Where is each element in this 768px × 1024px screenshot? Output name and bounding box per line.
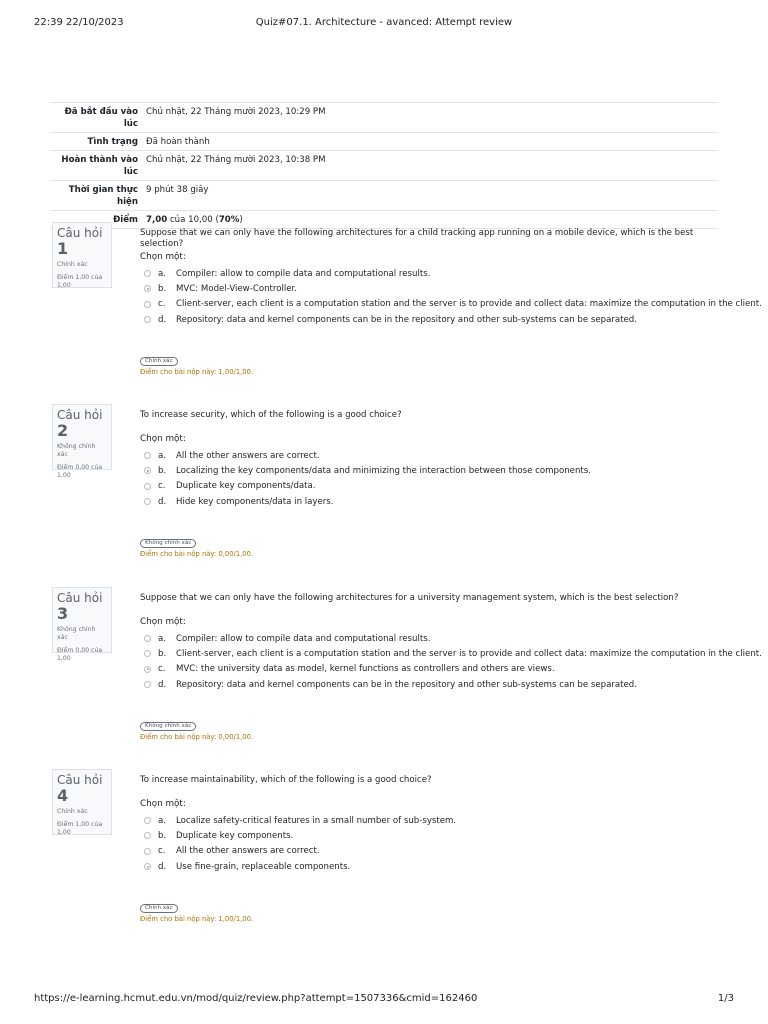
question-info (52, 222, 112, 288)
page-title: Quiz#07.1. Architecture - avanced: Attempt review (255, 17, 513, 28)
summary-row (50, 133, 718, 151)
answer-option[interactable] (144, 448, 591, 463)
question-feedback (140, 537, 253, 558)
option-text: All the other answers are correct. (176, 450, 320, 461)
question-label: Câu hỏi (57, 773, 103, 787)
option-letter: d. (158, 861, 167, 872)
radio-button-checked[interactable] (144, 467, 151, 474)
option-letter: a. (158, 815, 166, 826)
print-datetime: 22:39 22/10/2023 (34, 17, 124, 28)
answer-option[interactable] (144, 859, 456, 874)
option-text: MVC: the university data as model, kernel functions as controllers and others are views. (176, 664, 555, 675)
radio-button[interactable] (144, 301, 151, 308)
option-letter: b. (158, 283, 167, 294)
answer-list (144, 631, 762, 692)
answer-option[interactable] (144, 463, 591, 478)
question-feedback (140, 720, 253, 741)
summary-label: Thời gian thực hiện (68, 185, 138, 207)
question-info (52, 404, 112, 479)
question-info (52, 769, 112, 835)
summary-value: Chủ nhật, 22 Tháng mười 2023, 10:29 PM (146, 107, 326, 117)
question-text: Suppose that we can only have the following architectures for a child tracking app running on a mobile device, which is the best selection? (140, 228, 694, 249)
option-text: Localize safety-critical features in a small number of sub-system. (176, 815, 457, 826)
question-state: Chính xác (57, 261, 88, 268)
radio-button[interactable] (144, 635, 151, 642)
option-text: Client-server, each client is a computation station and the server is to provide and collect data: maximize the computation in the client. (176, 648, 762, 659)
question-number: 1 (57, 239, 69, 258)
result-badge: Chính xác (140, 904, 178, 913)
option-letter: c. (158, 299, 166, 310)
option-letter: c. (158, 481, 166, 492)
question-number: 4 (57, 786, 69, 805)
submission-mark: Điểm cho bài nộp này: 0,00/1,00. (140, 550, 254, 558)
summary-value: 9 phút 38 giây (146, 185, 209, 195)
summary-label: Điểm (113, 215, 138, 225)
question-label: Câu hỏi (57, 226, 103, 240)
question-number: 3 (57, 604, 69, 623)
radio-button[interactable] (144, 817, 151, 824)
option-text: Use fine-grain, replaceable components. (176, 861, 351, 872)
option-letter: a. (158, 268, 166, 279)
option-letter: a. (158, 633, 166, 644)
question-number: 2 (57, 421, 69, 440)
option-letter: d. (158, 314, 167, 325)
answer-prompt: Chọn một: (140, 434, 186, 444)
radio-button[interactable] (144, 483, 151, 490)
summary-row (50, 211, 718, 229)
submission-mark: Điểm cho bài nộp này: 1,00/1,00. (140, 915, 254, 923)
question-label: Câu hỏi (57, 591, 103, 605)
question-state: Chính xác (57, 808, 88, 815)
question-grade: Điểm 0,00 của 1,00 (57, 647, 103, 662)
question-feedback (140, 902, 253, 923)
result-badge: Chính xác (140, 357, 178, 366)
question-state: Không chính xác (57, 443, 96, 458)
page-url: https://e-learning.hcmut.edu.vn/mod/quiz/review.php?attempt=1507336&cmid=162460 (34, 993, 478, 1004)
page-number: 1/3 (717, 993, 734, 1004)
option-text: Client-server, each client is a computation station and the server is to provide and collect data: maximize the computation in the client. (176, 299, 762, 310)
option-text: Repository: data and kernel components can be in the repository and other sub-systems can be separated. (176, 679, 637, 690)
answer-option[interactable] (144, 297, 762, 312)
result-badge: Không chính xác (140, 722, 196, 731)
question-feedback (140, 355, 253, 376)
answer-option[interactable] (144, 813, 456, 828)
score-close: ) (239, 215, 243, 225)
answer-prompt: Chọn một: (140, 799, 186, 809)
question-state: Không chính xác (57, 626, 96, 641)
option-text: Duplicate key components. (176, 830, 294, 841)
submission-mark: Điểm cho bài nộp này: 1,00/1,00. (140, 368, 254, 376)
summary-value: Đã hoàn thành (146, 137, 210, 147)
radio-button-checked[interactable] (144, 285, 151, 292)
summary-label: Hoàn thành vào lúc (61, 155, 138, 177)
option-letter: c. (158, 846, 166, 857)
answer-option[interactable] (144, 677, 762, 692)
radio-button[interactable] (144, 848, 151, 855)
question-label: Câu hỏi (57, 408, 103, 422)
option-letter: b. (158, 648, 167, 659)
radio-button-checked[interactable] (144, 666, 151, 673)
option-letter: d. (158, 496, 167, 507)
radio-button-checked[interactable] (144, 863, 151, 870)
print-header (34, 17, 734, 31)
option-text: Localizing the key components/data and minimizing the interaction between those components. (176, 465, 591, 476)
print-footer (34, 993, 734, 1007)
result-badge: Không chính xác (140, 539, 196, 548)
answer-option[interactable] (144, 281, 762, 296)
summary-value: Chủ nhật, 22 Tháng mười 2023, 10:38 PM (146, 155, 326, 165)
answer-list (144, 266, 762, 327)
answer-option[interactable] (144, 662, 762, 677)
radio-button[interactable] (144, 498, 151, 505)
radio-button[interactable] (144, 681, 151, 688)
question-text: Suppose that we can only have the following architectures for a university management system, which is the best selection? (140, 593, 679, 603)
option-text: MVC: Model-View-Controller. (176, 283, 298, 294)
summary-label: Tình trạng (87, 137, 138, 147)
radio-button[interactable] (144, 316, 151, 323)
answer-option[interactable] (144, 494, 591, 509)
question-info (52, 587, 112, 662)
option-letter: b. (158, 465, 167, 476)
summary-row (50, 103, 718, 133)
summary-row (50, 181, 718, 211)
option-letter: b. (158, 830, 167, 841)
score-percent: 70% (218, 215, 240, 225)
answer-option[interactable] (144, 844, 456, 859)
answer-option[interactable] (144, 479, 591, 494)
option-letter: a. (158, 450, 166, 461)
option-text: Compiler: allow to compile data and computational results. (176, 633, 431, 644)
option-text: Duplicate key components/data. (176, 481, 316, 492)
score-value: 7,00 (146, 215, 168, 225)
question-grade: Điểm 1,00 của 1,00 (57, 274, 103, 289)
option-text: Compiler: allow to compile data and computational results. (176, 268, 431, 279)
radio-button[interactable] (144, 832, 151, 839)
answer-option[interactable] (144, 631, 762, 646)
question-text: To increase security, which of the following is a good choice? (140, 410, 402, 420)
option-text: Hide key components/data in layers. (176, 496, 334, 507)
summary-label: Đã bắt đầu vào lúc (64, 107, 138, 129)
option-text: Repository: data and kernel components can be in the repository and other sub-systems can be separated. (176, 314, 637, 325)
question-grade: Điểm 1,00 của 1,00 (57, 821, 103, 836)
radio-button[interactable] (144, 270, 151, 277)
option-letter: d. (158, 679, 167, 690)
attempt-summary-table (50, 102, 718, 229)
answer-prompt: Chọn một: (140, 252, 186, 262)
question-grade: Điểm 0,00 của 1,00 (57, 464, 103, 479)
answer-list (144, 813, 456, 874)
option-text: All the other answers are correct. (176, 846, 320, 857)
answer-prompt: Chọn một: (140, 617, 186, 627)
summary-value (144, 211, 718, 229)
answer-list (144, 448, 591, 509)
summary-row (50, 151, 718, 181)
answer-option[interactable] (144, 828, 456, 843)
submission-mark: Điểm cho bài nộp này: 0,00/1,00. (140, 733, 254, 741)
question-text: To increase maintainability, which of the following is a good choice? (140, 775, 432, 785)
radio-button[interactable] (144, 650, 151, 657)
answer-option[interactable] (144, 646, 762, 661)
option-letter: c. (158, 664, 166, 675)
answer-option[interactable] (144, 266, 762, 281)
answer-option[interactable] (144, 312, 762, 327)
score-of: của 10,00 ( (167, 215, 219, 225)
radio-button[interactable] (144, 452, 151, 459)
